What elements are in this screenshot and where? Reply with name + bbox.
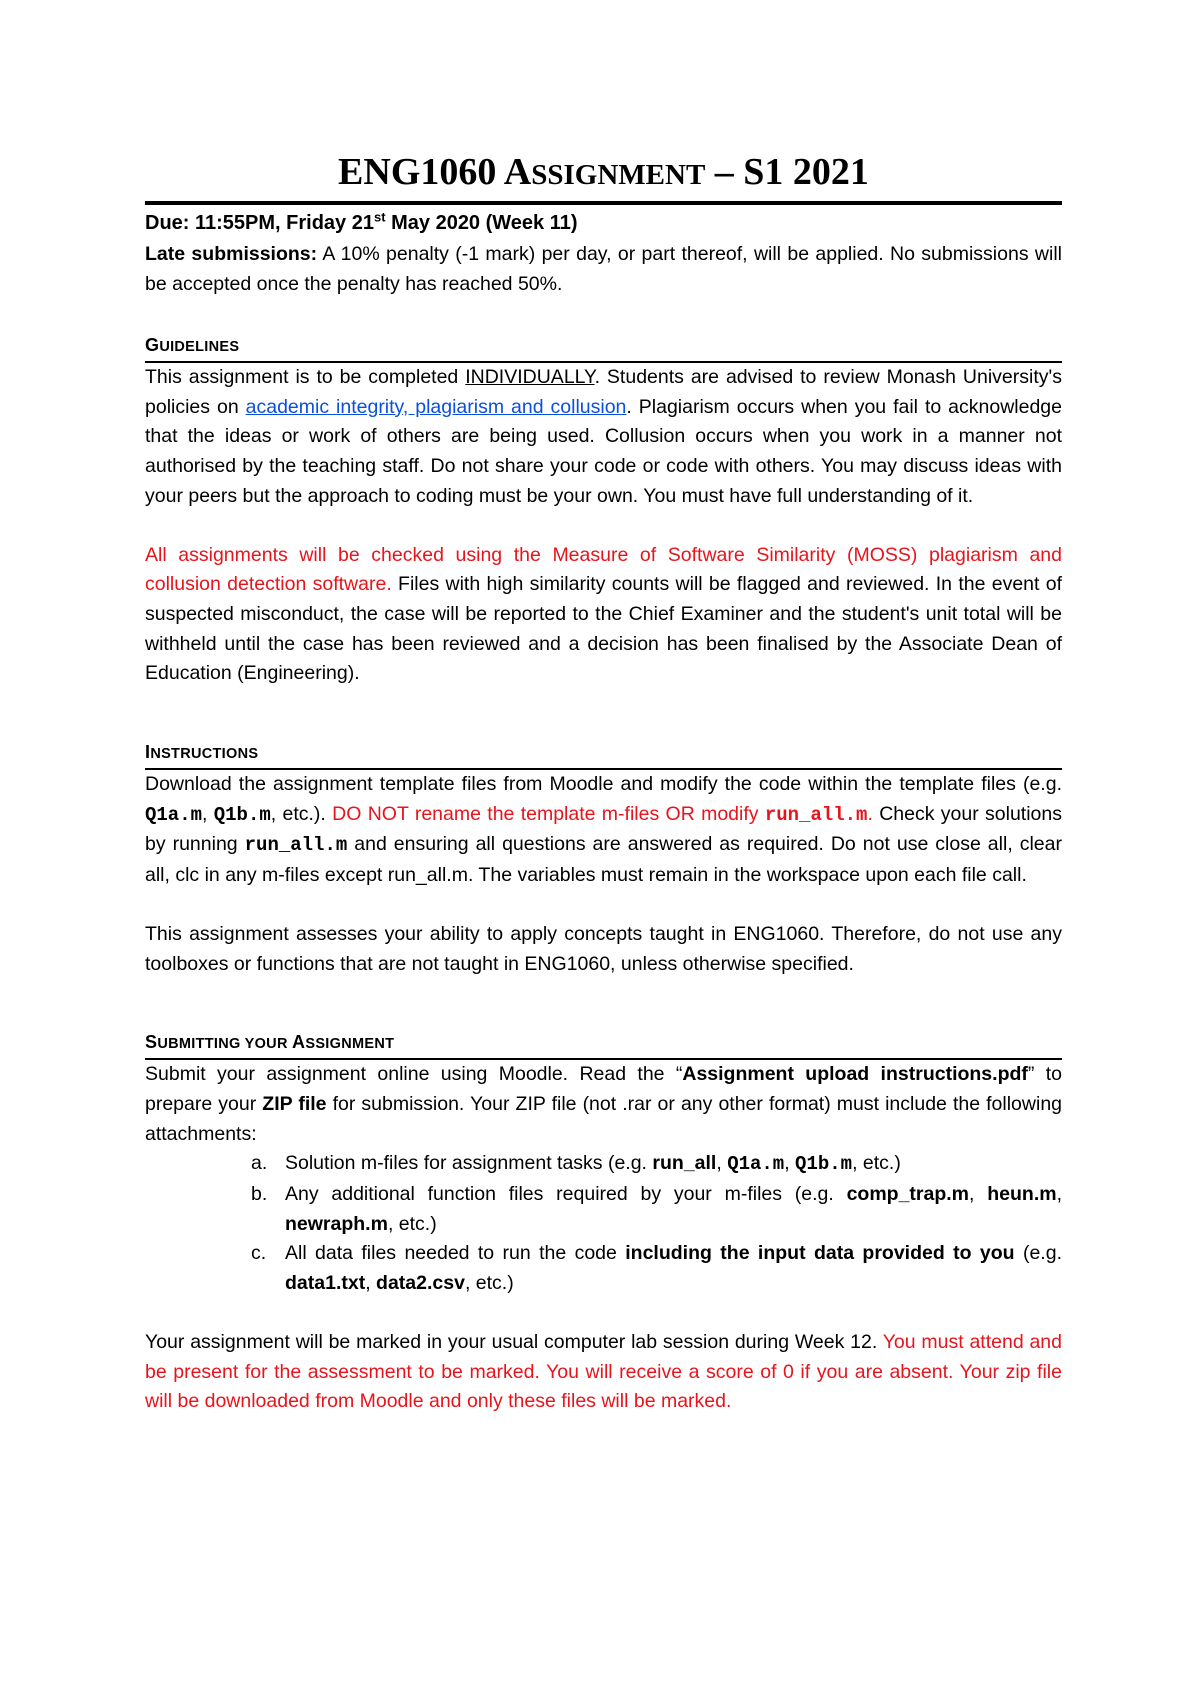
title-smallcaps: SSIGNMENT (531, 159, 706, 191)
file-name: newraph.m (285, 1212, 388, 1235)
due-date (145, 207, 1062, 239)
heading-initial: A (292, 1032, 306, 1053)
moss-paragraph (145, 541, 1062, 690)
heading-rest: NSTRUCTIONS (150, 746, 259, 763)
late-submissions (145, 239, 1062, 299)
text: for submission. Your ZIP file (not .rar or any other format) must include the following attachments: (145, 1092, 1063, 1145)
list-label: b. (251, 1183, 268, 1206)
text: , (716, 1152, 728, 1175)
list-item (145, 1180, 1062, 1239)
guidelines-paragraph (145, 363, 1062, 512)
text: Any additional function files required by your m-files (e.g. (285, 1183, 847, 1206)
heading-initial: G (145, 335, 160, 355)
file-name: comp_trap.m (846, 1183, 970, 1206)
text: , etc.) (852, 1152, 901, 1175)
rename-warning-end: . (867, 802, 873, 825)
due-prefix: Due: 11:55PM, Friday 21 (145, 212, 374, 234)
heading-rest: UBMITTING YOUR (157, 1036, 293, 1053)
attendance-warning: You must attend and be present for the assessment to be marked. You will receive a score of 0 if you are absent. Your zip file will be downloaded from Moodle and only these files will be marked. (145, 1330, 1062, 1413)
academic-integrity-link[interactable]: academic integrity, plagiarism and collusion (245, 395, 627, 418)
file-name: Q1a.m (145, 803, 203, 826)
run-all-file: run_all.m (764, 803, 868, 826)
text: . Plagiarism occurs when you fail to acknowledge that the ideas or work of others are being used. Collusion occurs when you work in a manner not authorised by the teaching staff. Do not share your code or code with others. You may discuss ideas with your peers but the approach to coding must be your own. You must have full understanding of it. (145, 395, 1062, 507)
text: Your assignment will be marked in your usual computer lab session during Week 12. (145, 1330, 883, 1353)
file-name: run_all (652, 1152, 717, 1175)
text: ” to prepare your (145, 1063, 1062, 1115)
heading-rest: SSIGNMENT (305, 1036, 395, 1053)
due-suffix: May 2020 (Week 11) (385, 212, 578, 234)
file-name: Q1a.m (727, 1153, 785, 1176)
list-label: c. (251, 1242, 267, 1265)
title-suffix: – S1 2021 (705, 151, 869, 193)
heading-initial: I (145, 742, 151, 763)
file-name: data2.csv (376, 1272, 465, 1295)
run-all-file: run_all.m (244, 834, 348, 857)
individually-text: INDIVIDUALLY (465, 366, 595, 388)
file-name: heun.m (987, 1183, 1057, 1206)
text: Download the assignment template files from Moodle and modify the code within the template files (e.g. (145, 773, 1062, 796)
upload-instructions-file: Assignment upload instructions.pdf (682, 1063, 1028, 1086)
list-label: a. (251, 1152, 268, 1175)
file-name: data1.txt (285, 1272, 366, 1295)
text: Check your solutions by running (145, 802, 1062, 856)
heading-rest: UIDELINES (159, 339, 240, 355)
text: , etc.) (387, 1212, 437, 1235)
text: , (784, 1152, 796, 1175)
instructions-paragraph (145, 770, 1062, 891)
title-text: ENG1060 A (338, 151, 532, 193)
document-page (145, 150, 1062, 1417)
moss-warning: All assignments will be checked using the Measure of Software Similarity (MOSS) plagiarism and collusion detection software. (145, 543, 1062, 596)
text: , etc.). (270, 802, 333, 825)
text: All data files needed to run the code (285, 1242, 626, 1265)
due-sup: st (373, 209, 386, 225)
submit-paragraph (145, 1060, 1062, 1149)
text: This assignment is to be completed (145, 366, 466, 388)
list-item (145, 1239, 1062, 1298)
toolbox-paragraph: This assignment assesses your ability to apply concepts taught in ENG1060. Therefore, do not use any toolboxes or functions that are not taught in ENG1060, unless otherwise specified. (145, 922, 1062, 975)
text: , etc.) (464, 1272, 514, 1295)
text: Solution m-files for assignment tasks (e.g. (285, 1152, 653, 1175)
file-name: Q1b.m (795, 1153, 853, 1176)
text: and ensuring all questions are answered as required. Do not use close all, clear all, clc in any m-files except run_all.m. The variables must remain in the workspace upon each file call. (145, 833, 1062, 887)
text: , (1056, 1183, 1062, 1206)
text: , (202, 802, 214, 825)
late-label: Late submissions: (145, 243, 318, 265)
marking-paragraph (145, 1328, 1062, 1417)
zip-file-text: ZIP file (262, 1092, 327, 1115)
rename-warning: DO NOT rename the template m-files OR modify (332, 802, 765, 825)
heading-initial: S (145, 1032, 158, 1053)
text: Files with high similarity counts will be flagged and reviewed. In the event of suspected misconduct, the case will be reported to the Chief Examiner and the student's unit total will be withheld until the case has been reviewed and a decision has been finalised by the Associate Dean of Education (Engineering). (145, 573, 1062, 685)
text: , (969, 1183, 988, 1206)
guidelines-heading (145, 332, 1062, 363)
list-item (145, 1149, 1062, 1180)
bold-text: including the input data provided to you (625, 1242, 1015, 1265)
submitting-heading (145, 1029, 1062, 1060)
text: . Students are advised to review Monash University's policies on (145, 366, 1062, 418)
page-title (145, 150, 1062, 205)
text: Submit your assignment online using Moodle. Read the “ (145, 1063, 683, 1086)
text: , (365, 1272, 377, 1295)
file-name: Q1b.m (213, 803, 271, 826)
late-text: A 10% penalty (-1 mark) per day, or part thereof, will be applied. No submissions will be accepted once the penalty has reached 50%. (145, 243, 1062, 295)
text: (e.g. (1014, 1242, 1062, 1265)
instructions-heading (145, 739, 1062, 770)
